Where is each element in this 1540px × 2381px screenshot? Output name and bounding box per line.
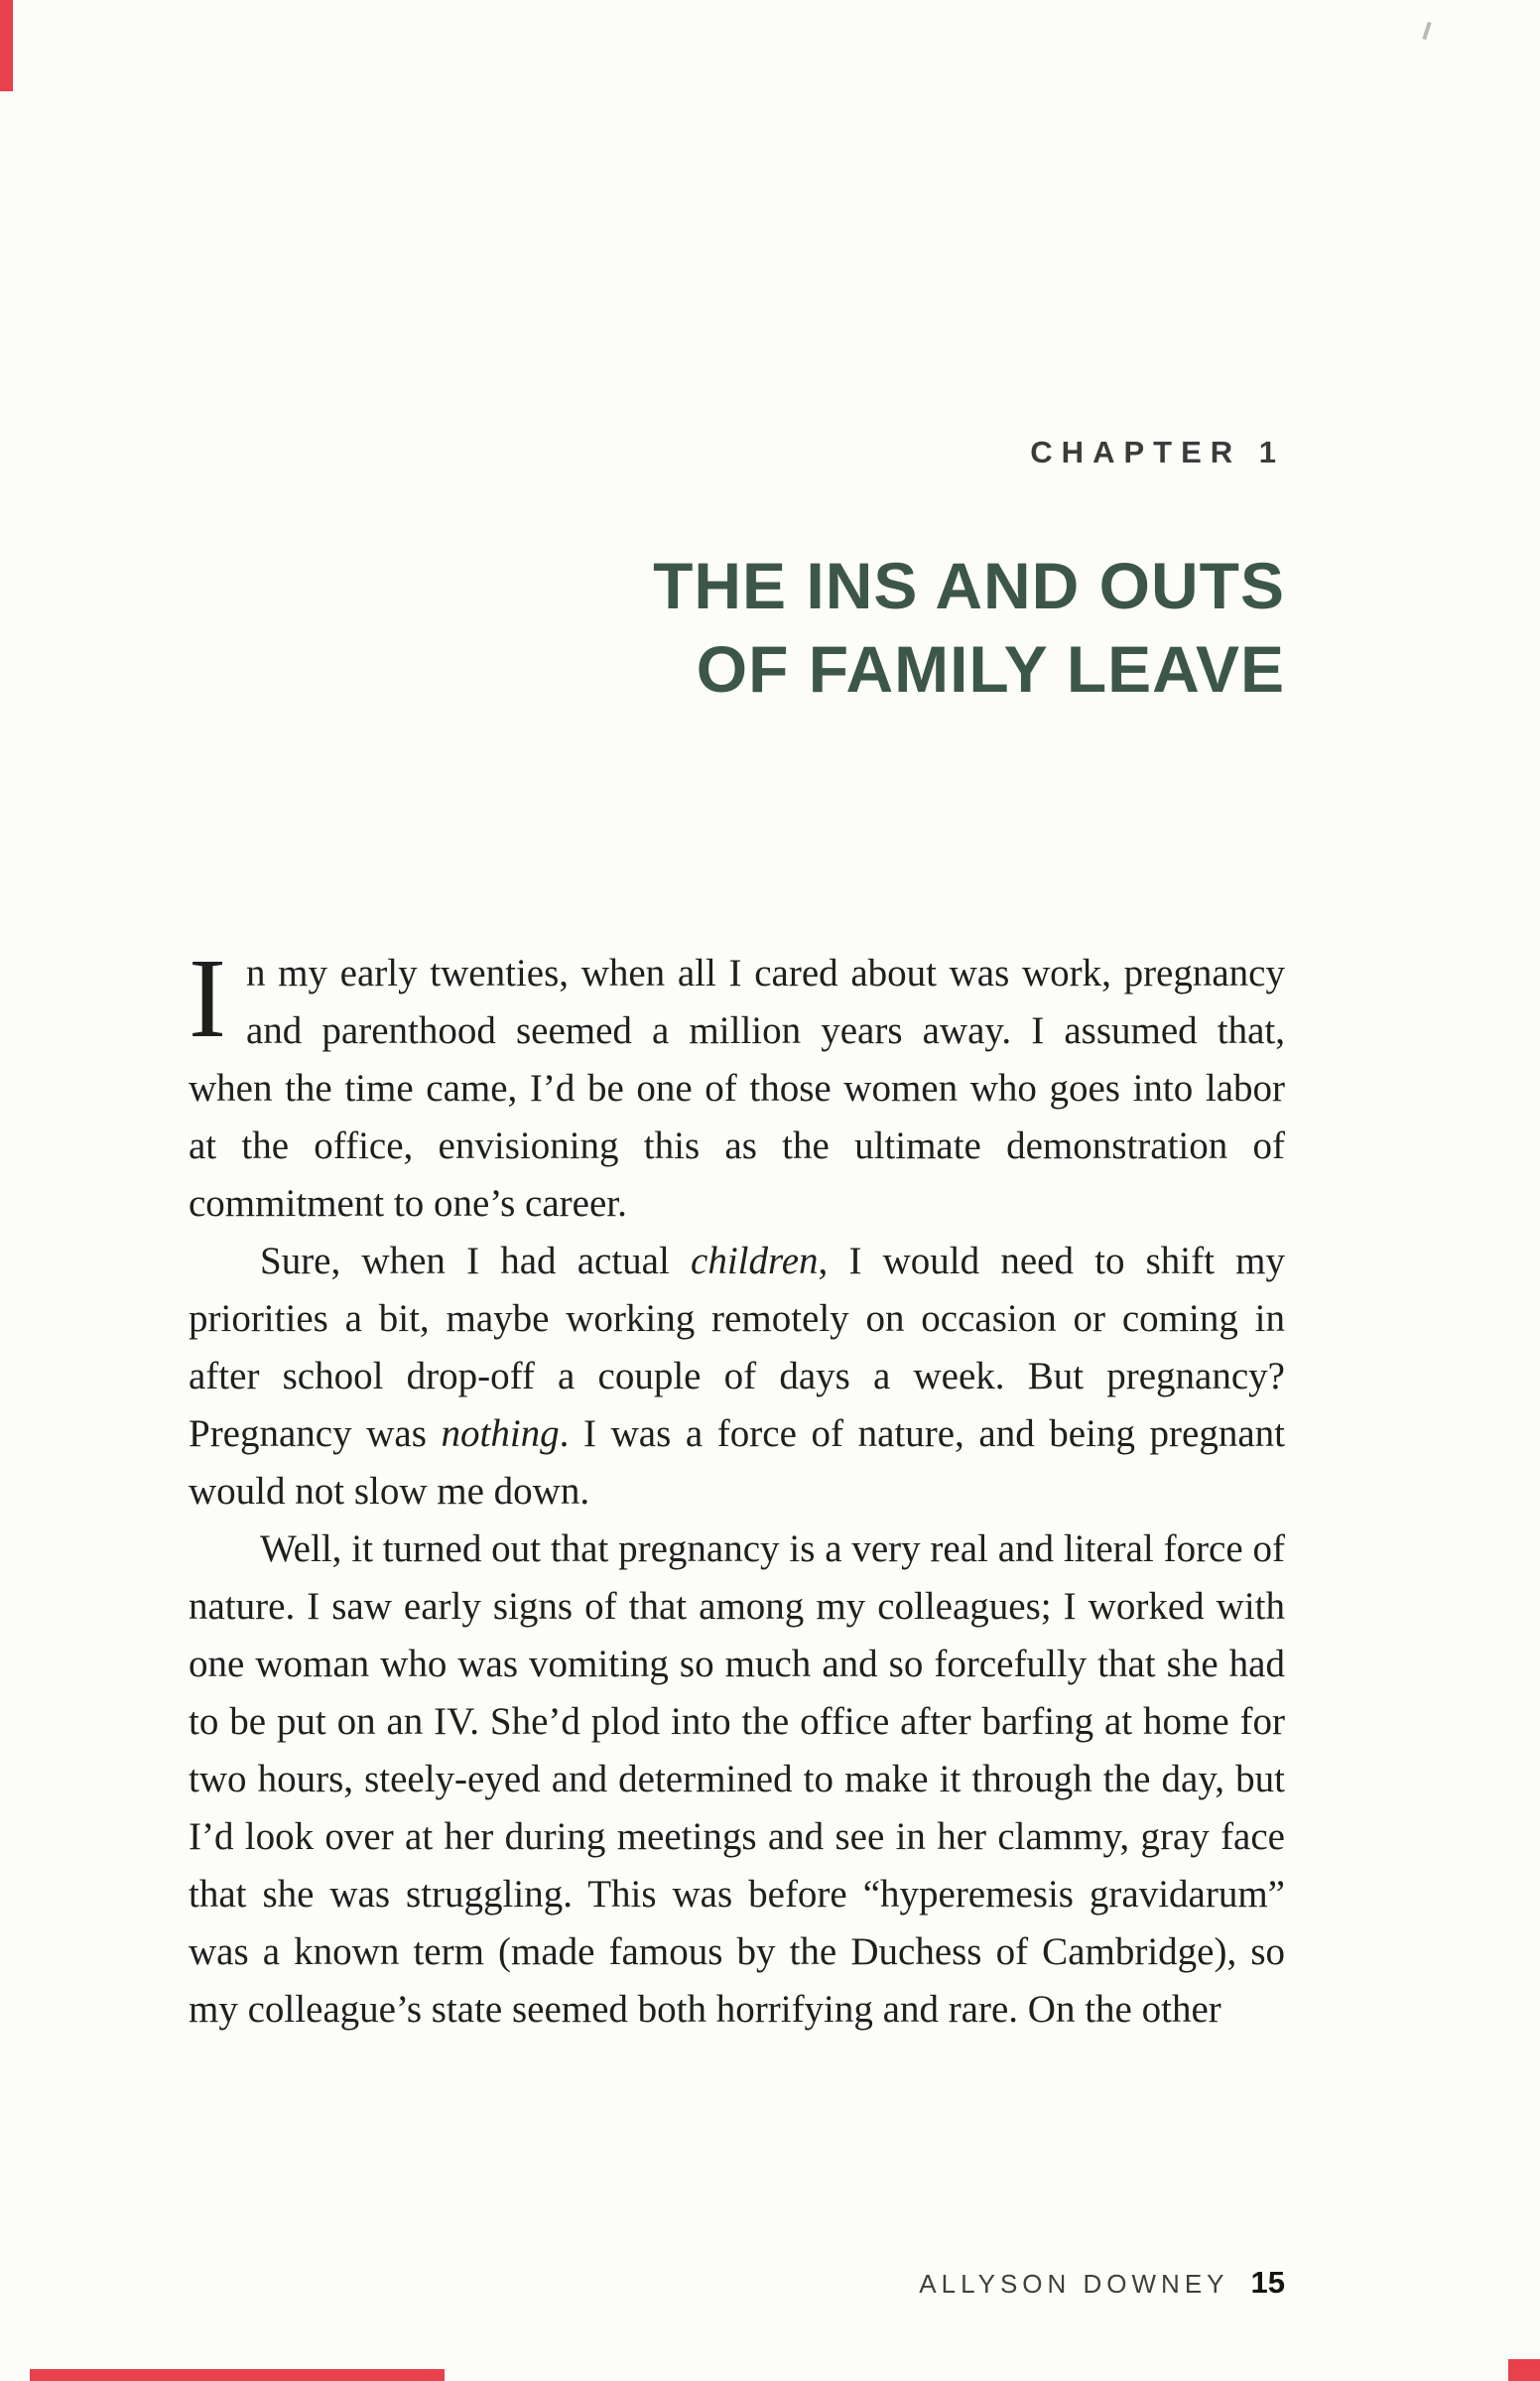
text-run: , I would need to shift my priorities a bit, maybe working remotely on occasion or coming in after school drop-off a couple of days a week. But pregnancy? Pregnancy was (189, 1240, 1285, 1455)
italic-text-run: nothing (441, 1412, 560, 1455)
chapter-title-line-2: OF FAMILY LEAVE (696, 632, 1285, 706)
paragraph (189, 1521, 1285, 2039)
text-run: Sure, when I had actual (260, 1240, 692, 1282)
text-run: Well, it turned out that pregnancy is a very real and literal force of nature. I saw early signs of that among my colleagues; I worked with one woman who was vomiting so much and so forcefully that she had to be put on an IV. She’d plod into the office after barfing at home for two hours, steely-eyed and determined to make it through the day, but I’d look over at her during meetings and see in her clammy, gray face that she was struggling. This was before “hyperemesis gravidarum” was a known term (made famous by the Duchess of Cambridge), so my colleague’s state seemed both horrifying and rare. On the other (189, 1527, 1285, 2031)
chapter-label: CHAPTER 1 (1030, 435, 1285, 469)
scan-artifact-bottom-right (1508, 2359, 1540, 2381)
footer-page-number: 15 (1250, 2265, 1285, 2300)
text-run: n my early twenties, when all I cared about was work, pregnancy and parenthood seemed a million years away. I assumed that, when the time came, I’d be one of those women who goes into labor at the office, envisioning this as the ultimate demonstration of commitment to one’s career. (189, 952, 1285, 1225)
scan-speck (1422, 22, 1431, 40)
chapter-title (653, 544, 1285, 711)
chapter-title-line-1: THE INS AND OUTS (653, 549, 1285, 622)
scan-artifact-top-left (0, 0, 13, 91)
footer-author: ALLYSON DOWNEY (919, 2269, 1229, 2299)
drop-cap: I (189, 935, 226, 1061)
italic-text-run: children (691, 1240, 819, 1282)
text-run: . I was a force of nature, and being pregnant would not slow me down. (189, 1412, 1286, 1513)
body-text (189, 935, 1286, 2039)
page-footer (919, 2265, 1285, 2301)
paragraph (189, 1233, 1285, 1521)
page-content (189, 0, 1285, 2381)
paragraph (189, 935, 1285, 1233)
